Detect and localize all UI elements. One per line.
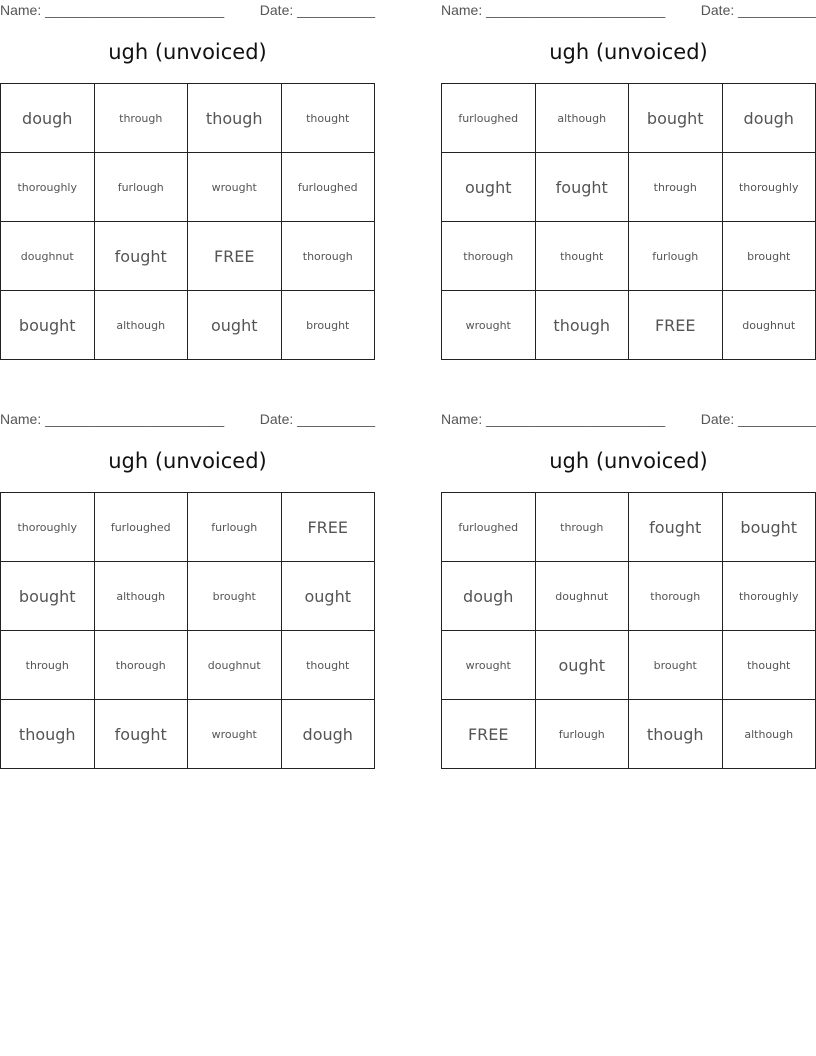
bingo-cell[interactable]: wrought (442, 631, 536, 700)
bingo-cell[interactable]: fought (94, 222, 188, 291)
bingo-cell[interactable]: brought (629, 631, 723, 700)
grid-row (442, 291, 816, 360)
card-title: ugh (unvoiced) (108, 40, 267, 64)
bingo-cell[interactable]: bought (629, 84, 723, 153)
bingo-cell[interactable]: thorough (94, 631, 188, 700)
bingo-cell[interactable]: through (629, 153, 723, 222)
card-title: ugh (unvoiced) (108, 449, 267, 473)
card-title: ugh (unvoiced) (549, 40, 708, 64)
bingo-cell[interactable]: doughnut (535, 562, 629, 631)
bingo-cell[interactable]: brought (722, 222, 816, 291)
bingo-cell[interactable]: furloughed (442, 84, 536, 153)
bingo-cell[interactable]: although (94, 291, 188, 360)
bingo-grid (441, 492, 816, 769)
bingo-cell[interactable]: thought (535, 222, 629, 291)
bingo-cell[interactable]: fought (94, 700, 188, 769)
grid-row (1, 493, 375, 562)
bingo-cell[interactable]: thoroughly (722, 562, 816, 631)
bingo-cell[interactable]: through (535, 493, 629, 562)
date-field[interactable]: Date: __________ (259, 411, 375, 427)
bingo-cell[interactable]: furloughed (281, 153, 375, 222)
bingo-grid (0, 492, 375, 769)
bingo-cell[interactable]: thoroughly (1, 493, 95, 562)
grid-row (442, 153, 816, 222)
grid-row (442, 84, 816, 153)
bingo-cell[interactable]: through (1, 631, 95, 700)
grid-row (1, 631, 375, 700)
bingo-cell[interactable]: doughnut (188, 631, 282, 700)
bingo-cell[interactable]: doughnut (722, 291, 816, 360)
grid-row (1, 700, 375, 769)
grid-row (1, 291, 375, 360)
bingo-cell[interactable]: though (1, 700, 95, 769)
bingo-cell[interactable]: FREE (629, 291, 723, 360)
bingo-cell[interactable]: ought (535, 631, 629, 700)
card-header (441, 409, 816, 429)
bingo-cell[interactable]: brought (188, 562, 282, 631)
bingo-cell[interactable]: ought (281, 562, 375, 631)
bingo-cell[interactable]: although (94, 562, 188, 631)
bingo-cell[interactable]: furlough (188, 493, 282, 562)
bingo-cell[interactable]: fought (535, 153, 629, 222)
bingo-cell[interactable]: although (535, 84, 629, 153)
grid-row (442, 631, 816, 700)
bingo-card-3 (0, 409, 375, 744)
bingo-cell[interactable]: through (94, 84, 188, 153)
grid-row (442, 493, 816, 562)
bingo-cell[interactable]: thorough (629, 562, 723, 631)
bingo-cell[interactable]: FREE (188, 222, 282, 291)
bingo-cell[interactable]: ought (442, 153, 536, 222)
bingo-cell[interactable]: dough (281, 700, 375, 769)
grid-row (442, 700, 816, 769)
bingo-cell[interactable]: though (535, 291, 629, 360)
card-title: ugh (unvoiced) (549, 449, 708, 473)
grid-row (442, 562, 816, 631)
bingo-card-1 (0, 0, 375, 335)
bingo-cell[interactable]: furlough (629, 222, 723, 291)
bingo-cell[interactable]: thought (722, 631, 816, 700)
bingo-cell[interactable]: thoroughly (1, 153, 95, 222)
name-field[interactable]: Name: _______________________ (441, 2, 666, 18)
bingo-cell[interactable]: brought (281, 291, 375, 360)
bingo-cell[interactable]: though (188, 84, 282, 153)
bingo-cell[interactable]: thoroughly (722, 153, 816, 222)
date-field[interactable]: Date: __________ (700, 411, 816, 427)
name-field[interactable]: Name: _______________________ (0, 2, 225, 18)
bingo-cell[interactable]: bought (1, 291, 95, 360)
grid-row (1, 562, 375, 631)
bingo-cell[interactable]: wrought (188, 153, 282, 222)
date-field[interactable]: Date: __________ (700, 2, 816, 18)
bingo-grid (0, 83, 375, 360)
card-header (0, 0, 375, 20)
bingo-cell[interactable]: thought (281, 631, 375, 700)
bingo-cell[interactable]: although (722, 700, 816, 769)
bingo-cell[interactable]: furloughed (442, 493, 536, 562)
bingo-cell[interactable]: bought (722, 493, 816, 562)
card-header (0, 409, 375, 429)
card-header (441, 0, 816, 20)
bingo-card-4 (441, 409, 816, 744)
bingo-cell[interactable]: FREE (281, 493, 375, 562)
bingo-cell[interactable]: fought (629, 493, 723, 562)
bingo-cell[interactable]: furloughed (94, 493, 188, 562)
bingo-cell[interactable]: thorough (281, 222, 375, 291)
bingo-cell[interactable]: bought (1, 562, 95, 631)
grid-row (1, 84, 375, 153)
bingo-cell[interactable]: dough (1, 84, 95, 153)
bingo-cell[interactable]: ought (188, 291, 282, 360)
bingo-cell[interactable]: though (629, 700, 723, 769)
bingo-cell[interactable]: doughnut (1, 222, 95, 291)
name-field[interactable]: Name: _______________________ (441, 411, 666, 427)
bingo-cell[interactable]: FREE (442, 700, 536, 769)
bingo-cell[interactable]: furlough (94, 153, 188, 222)
bingo-cell[interactable]: dough (442, 562, 536, 631)
bingo-cell[interactable]: thought (281, 84, 375, 153)
date-field[interactable]: Date: __________ (259, 2, 375, 18)
bingo-cell[interactable]: dough (722, 84, 816, 153)
bingo-cell[interactable]: thorough (442, 222, 536, 291)
bingo-cell[interactable]: furlough (535, 700, 629, 769)
bingo-grid (441, 83, 816, 360)
grid-row (1, 153, 375, 222)
grid-row (1, 222, 375, 291)
bingo-cell[interactable]: wrought (442, 291, 536, 360)
bingo-card-2 (441, 0, 816, 335)
bingo-cell[interactable]: wrought (188, 700, 282, 769)
grid-row (442, 222, 816, 291)
name-field[interactable]: Name: _______________________ (0, 411, 225, 427)
